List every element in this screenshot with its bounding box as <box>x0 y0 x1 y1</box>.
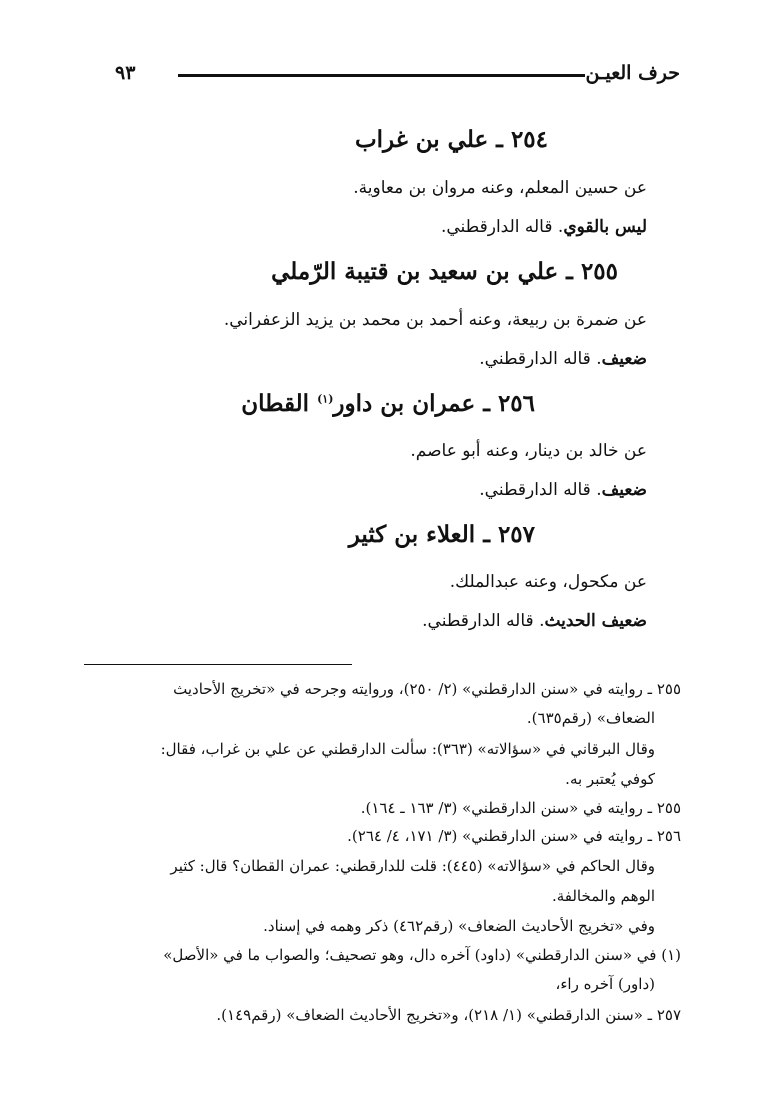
running-header-title: حرف العيـن <box>585 62 680 84</box>
entry-256-narrators: عن خالد بن دينار، وعنه أبو عاصم. <box>410 441 647 461</box>
entry-title-256 <box>241 390 535 417</box>
entry-title-257: ٢٥٧ ـ العلاء بن كثير <box>348 521 535 548</box>
entry-254-attribution: . قاله الدارقطني. <box>440 217 564 237</box>
footnote-line: وقال البرقاني في «سؤالاته» (٣٦٣): سألت الدارقطني عن علي بن غراب، فقال: <box>160 740 655 758</box>
entry-255-grade <box>479 349 647 369</box>
entry-256-name-end: القطان <box>241 390 318 417</box>
footnote-marker: (١) <box>317 392 334 406</box>
entry-256-attribution: . قاله الدارقطني. <box>479 480 602 500</box>
footnote-line: (١) في «سنن الدارقطني» (داود) آخره دال، وهو تصحيف؛ والصواب ما في «الأصل» <box>163 946 681 964</box>
entry-257-grade <box>422 611 647 631</box>
footnote-line: ٢٥٧ ـ «سنن الدارقطني» (١/ ٢١٨)، و«تخريج الأحاديث الضعاف» (رقم١٤٩). <box>216 1006 681 1024</box>
footnote-line: ٢٥٥ ـ روايته في «سنن الدارقطني» (٢/ ٢٥٠)، وروايته وجرحه في «تخريج الأحاديث <box>173 680 681 698</box>
footnote-line: ٢٥٦ ـ روايته في «سنن الدارقطني» (٣/ ١٧١، ٤/ ٢٦٤). <box>347 827 681 845</box>
entry-254-verdict: ليس بالقوي <box>563 217 647 237</box>
entry-257-narrators: عن مكحول، وعنه عبدالملك. <box>449 572 647 592</box>
entry-255-narrators: عن ضمرة بن ربيعة، وعنه أحمد بن محمد بن يزيد الزعفراني. <box>223 310 647 330</box>
entry-257-verdict: ضعيف الحديث <box>544 611 647 631</box>
entry-255-attribution: . قاله الدارقطني. <box>479 349 602 369</box>
footnote-line: وقال الحاكم في «سؤالاته» (٤٤٥): قلت للدارقطني: عمران القطان؟ قال: كثير <box>170 857 655 875</box>
footnote-line: ٢٥٥ ـ روايته في «سنن الدارقطني» (٣/ ١٦٣ ـ ١٦٤). <box>360 799 681 817</box>
entry-256-verdict: ضعيف <box>601 480 647 500</box>
page-number: ٩٣ <box>115 62 136 84</box>
entry-title-254: ٢٥٤ ـ علي بن غراب <box>354 126 548 153</box>
entry-255-verdict: ضعيف <box>601 349 647 369</box>
entry-256-name: ٢٥٦ ـ عمران بن داور <box>333 390 535 417</box>
entry-257-attribution: . قاله الدارقطني. <box>422 611 545 631</box>
footnote-line: (داور) آخره راء، <box>555 975 655 993</box>
entry-title-255: ٢٥٥ ـ علي بن سعيد بن قتيبة الرّملي <box>271 258 618 285</box>
entry-254-grade <box>441 217 647 237</box>
entry-254-narrators: عن حسين المعلم، وعنه مروان بن معاوية. <box>353 178 647 198</box>
footnote-line: الوهم والمخالفة. <box>551 887 655 905</box>
footnote-line: كوفي يُعتبر به. <box>565 770 655 788</box>
footnote-separator <box>84 664 352 665</box>
footnote-line: وفي «تخريج الأحاديث الضعاف» (رقم٤٦٢) ذكر وهمه في إسناد. <box>263 917 655 935</box>
entry-256-grade <box>479 480 647 500</box>
footnote-line: الضعاف» (رقم٦٣٥). <box>526 709 655 727</box>
header-rule <box>178 74 585 77</box>
